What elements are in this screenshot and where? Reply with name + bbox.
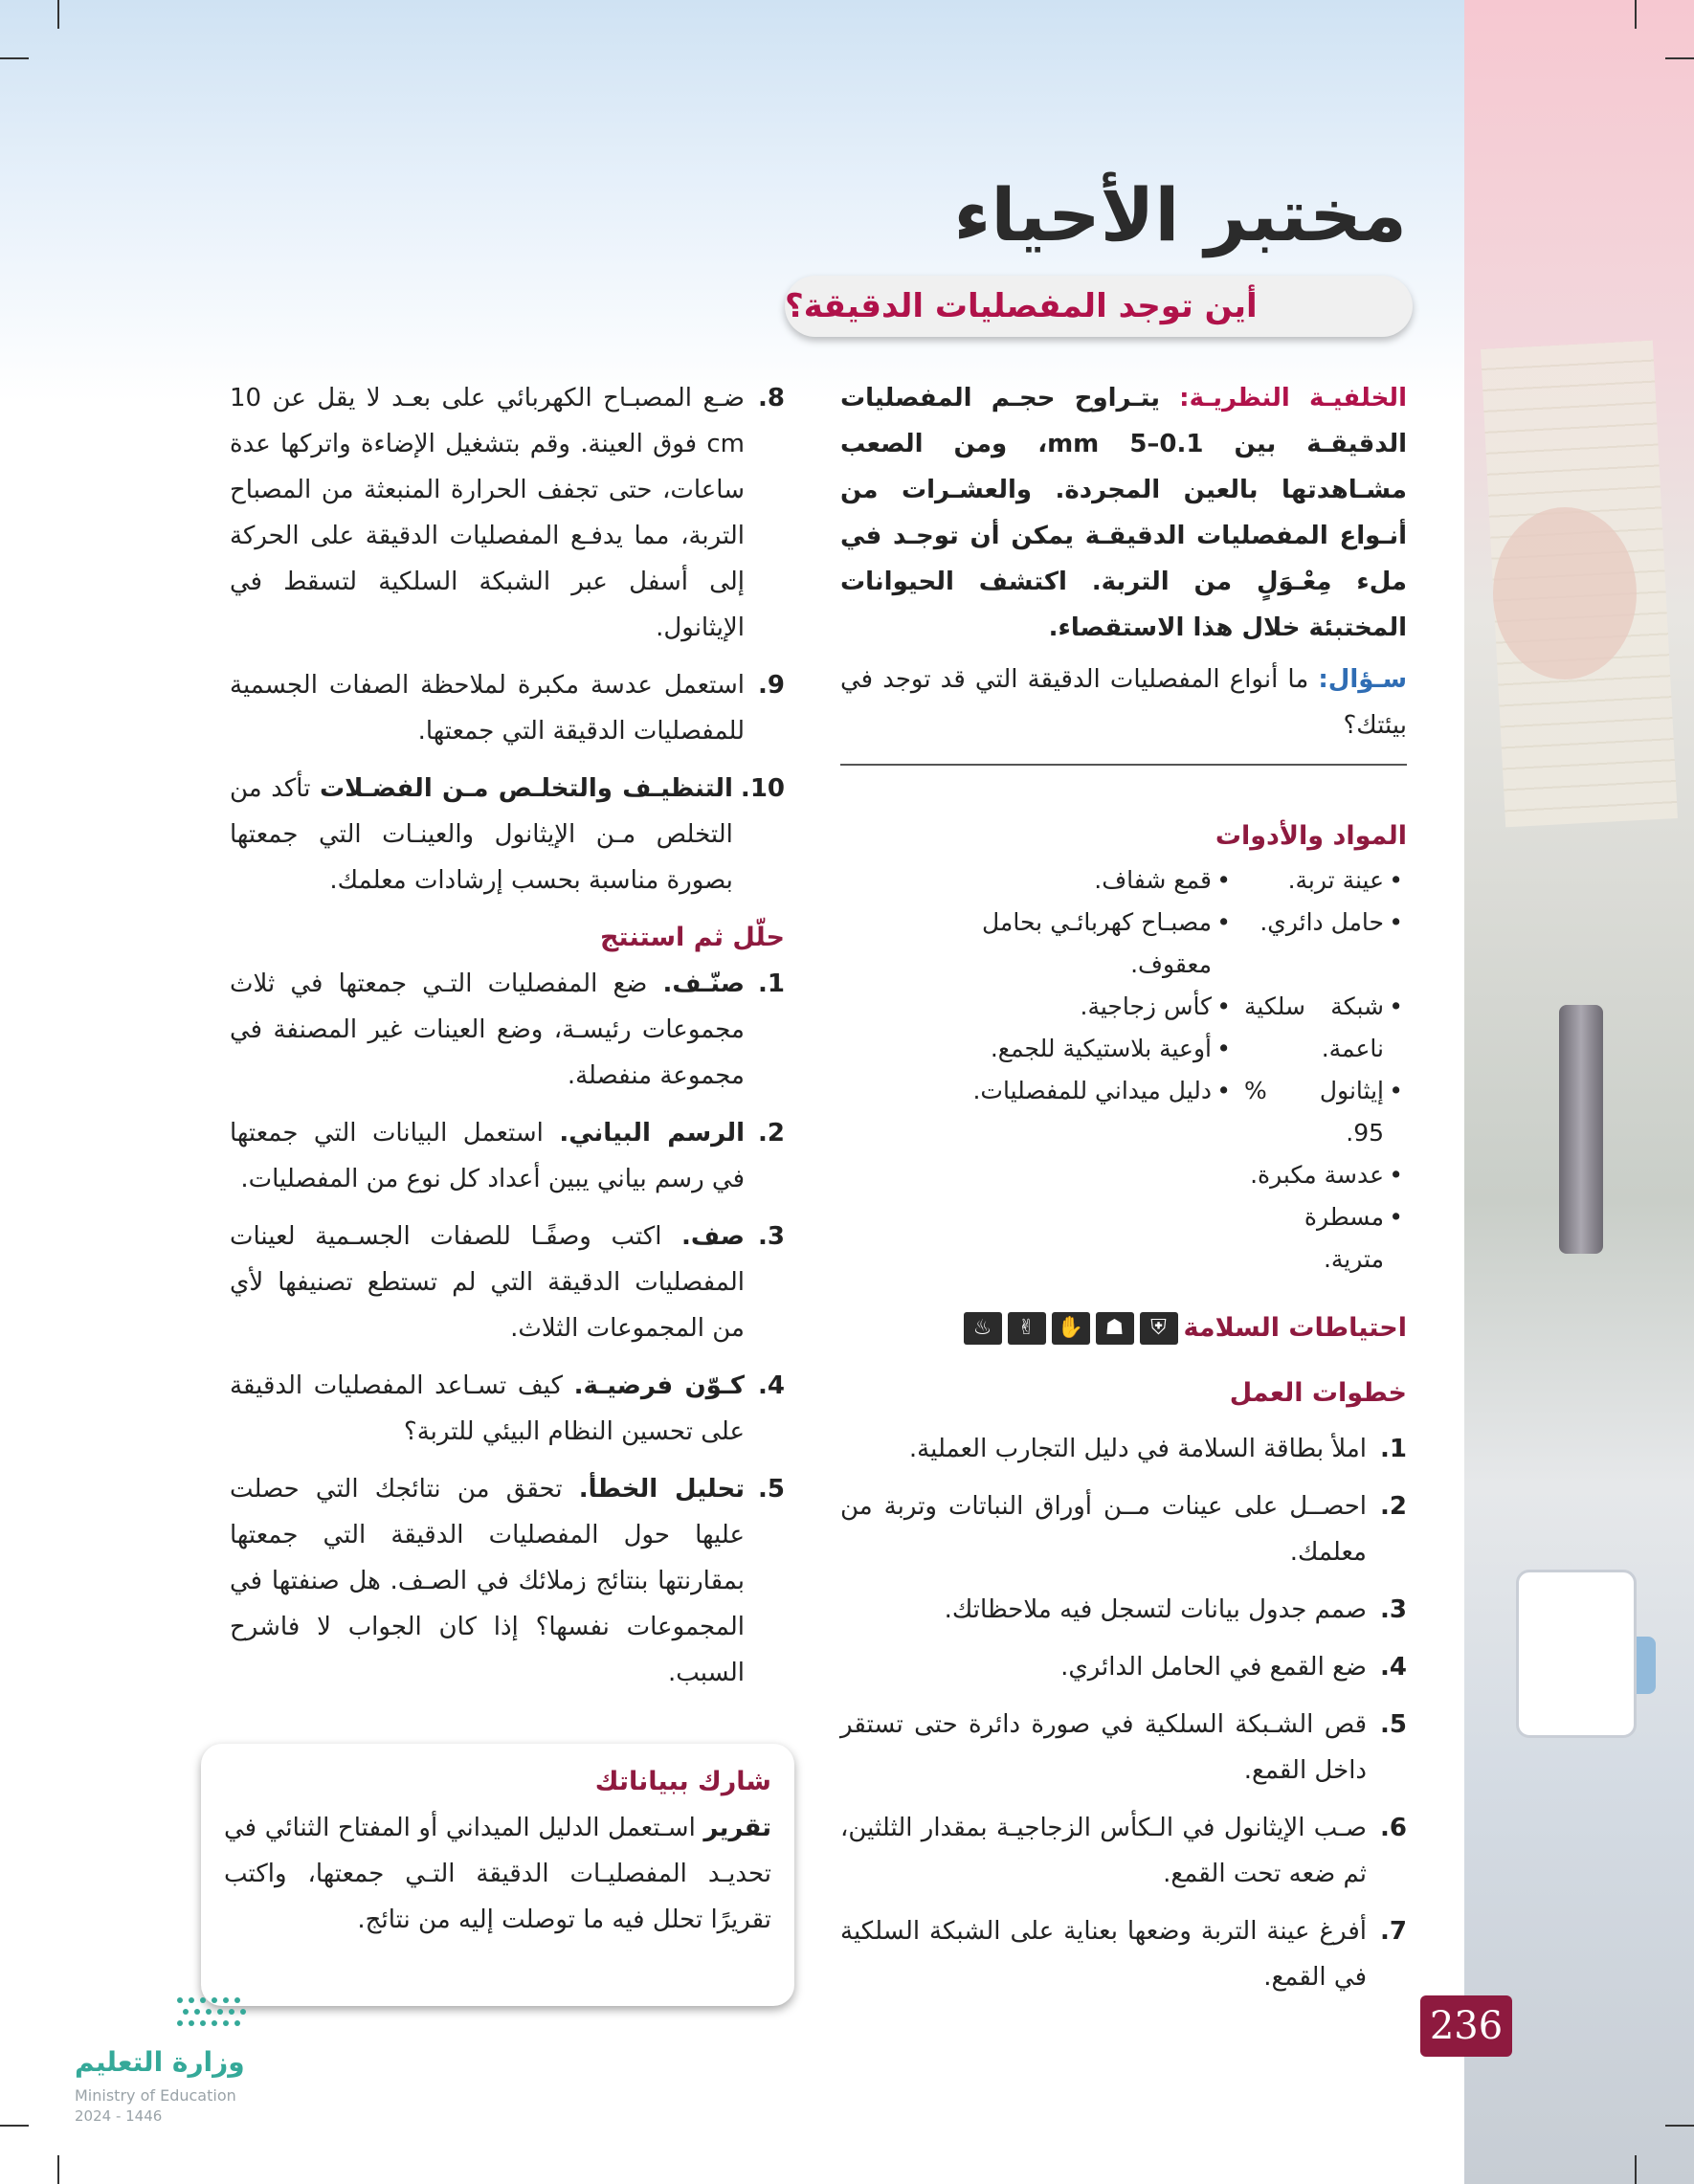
item-number: 5. [758,1475,785,1504]
list-item [230,961,785,1099]
step-number: 10. [740,774,785,803]
step-number: 5. [1380,1710,1407,1739]
page-title: مختبر الأحياء [953,172,1407,257]
item-text [230,961,745,1099]
step-text: ضـع المصبـاح الكهربائي على بعـد لا يقل عن 10 cm فوق العينة. وقم بتشغيل الإضاءة واتركها عدة ساعات، حتى تجفف الحرارة المنبعثة من المصباح التربة، مما يدفـع المفصليات الدقيقة على الحركة إلى أسفل عبر الشبكة السلكية لتسقط في الإيثانول. [230,384,745,642]
list-item [230,1363,785,1455]
crop-mark [1635,2155,1637,2184]
list-item: • مصبـاح كهربائـي بحامل معقوف. [982,902,1235,986]
photo-gloved-hand [1493,507,1637,680]
header-background [0,0,1694,402]
item-label: صف. [681,1222,746,1251]
list-item [840,1644,1407,1690]
materials-column-a [1244,859,1407,1281]
list-item: • عدسة مكبرة. [1244,1154,1407,1196]
crop-mark [57,0,59,29]
item-number: 1. [758,969,785,998]
step-text: صمم جدول بيانات لتسجل فيه ملاحظاتك. [944,1595,1367,1624]
left-column [230,375,785,1707]
lab-photo [1464,0,1694,2184]
list-item: • شبكة سلكية ناعمة. [1244,986,1407,1070]
list-item [840,1805,1407,1897]
step-number: 1. [1380,1435,1407,1463]
flame-icon: ♨ [964,1312,1002,1345]
materials-heading: المواد والأدوات [1215,821,1407,851]
step-number: 7. [1380,1917,1407,1946]
step-text: استعمل عدسة مكبرة لملاحظة الصفات الجسمية للمفصليات الدقيقة التي جمعتها. [230,671,745,746]
item-text [230,1214,745,1351]
materials-column-b [842,859,1235,1281]
analyze-list [230,961,785,1696]
crop-mark [0,2125,29,2127]
item-text [230,1466,745,1696]
procedure-list [840,1426,1407,2000]
question-text: ما أنواع المفصليات الدقيقة التي قد توجد في بيئتك؟ [840,665,1407,740]
materials-list [840,859,1407,1281]
crop-mark [1665,2125,1694,2127]
list-item [840,1587,1407,1633]
safety-heading: احتياطات السلامة [1183,1313,1407,1343]
item-body: ضع المفصليات التـي جمعتها في ثلاث مجموعات رئيسـة، وضع العينات غير المصنفة في مجموعة منفصلة. [230,969,745,1090]
photo-bottle [1516,1570,1637,1738]
step-text: احصــل على عينات مــن أوراق النباتات وتربة من معلمك. [840,1492,1367,1567]
logo-arabic: وزارة التعليم [75,2046,245,2078]
share-label: تقرير [703,1814,771,1842]
list-item: • كأس زجاجية. [842,986,1235,1028]
procedure-heading: خطوات العمل [1229,1378,1407,1408]
analyze-heading: حلّل ثم استنتج [599,923,785,952]
list-item [230,1110,785,1202]
step-number: 2. [1380,1492,1407,1521]
item-number: 2. [758,1119,785,1148]
logo-english: Ministry of Education [75,2086,236,2105]
list-item [230,375,785,651]
share-heading: شارك ببياناتك [594,1767,771,1796]
share-paragraph [224,1805,771,1943]
logo-dots-icon [170,1993,256,2031]
list-item [840,1426,1407,1472]
goggles-icon: ⛨ [1140,1312,1178,1345]
item-label: صنّـف. [662,969,745,998]
step-number: 4. [1380,1653,1407,1682]
item-body: اكتب وصفًـا للصفات الجسـمية لعينات المفصليات الدقيقة التي لم تستطع تصنيفها لأي من المجموعات الثلاث. [230,1222,745,1343]
step-text: ضع القمع في الحامل الدائري. [1060,1653,1367,1682]
list-item [840,1483,1407,1575]
step-text [230,766,733,903]
crop-mark [1635,0,1637,29]
item-body: تحقق من نتائجك التي حصلت عليها حول المفصليات الدقيقة التي جمعتها بمقارنتها بنتائج زملائك في الصـف. هل صنفتها في المجموعات نفسها؟ إذا كان الجواب لا فاشرح السبب. [230,1475,745,1687]
list-item: • إيثانول % 95. [1244,1070,1407,1154]
background-label: الخلفيـة النظريـة: [1179,384,1407,412]
hand-wash-icon: ✋ [1052,1312,1090,1345]
step-number: 6. [1380,1814,1407,1842]
page-number: 236 [1420,1995,1512,2057]
safety-row [840,1305,1407,1351]
logo-year: 2024 - 1446 [75,2107,163,2125]
step-number: 9. [758,671,785,700]
share-text: اسـتعمل الدليل الميداني أو المفتاح الثنائي في تحديـد المفصليـات الدقيقة التـي جمعتها، واكتب تقريرًا تحلل فيه ما توصلت إليه من نتائج. [224,1814,771,1934]
item-label: الرسم البياني. [559,1119,746,1148]
question-paragraph [840,657,1407,748]
list-item: • قمع شفاف. [842,859,1235,902]
right-column [840,375,1407,2012]
step-label: التنظيـف والتخلـص مـن الفضـلات [319,774,733,803]
step-text: قص الشـبكة السلكية في صورة دائرة حتى تستقر داخل القمع. [840,1710,1367,1785]
item-number: 4. [758,1371,785,1400]
step-number: 3. [1380,1595,1407,1624]
item-text [230,1110,745,1202]
step-text: صـب الإيثانول في الـكأس الزجاجيـة بمقدار الثلثين، ثم ضعه تحت القمع. [840,1814,1367,1888]
item-body: كيف تسـاعد المفصليات الدقيقة على تحسين النظام البيئي للتربة؟ [230,1371,745,1446]
background-text: يتـراوح حجـم المفصليات الدقيقـة بين 0.1–5 mm، ومن الصعب مشـاهدتها بالعين المجردة. والعشـرات من أنـواع المفصليات الدقيقـة يمكن أن توجـد في ملء مِعْـوَلٍ من التربة. اكتشف الحيوانات المختبئة خلال هذا الاستقصاء. [840,384,1407,642]
list-item [230,1466,785,1696]
subtitle: أين توجد المفصليات الدقيقة؟ [785,287,1258,325]
list-item [840,1702,1407,1794]
list-item: • عينة تربة. [1244,859,1407,902]
list-item [230,662,785,754]
step-body: تأكد من التخلص مـن الإيثانول والعينـات التي جمعتها بصورة مناسبة بحسب إرشادات معلمك. [230,774,733,895]
list-item: • مسطرة مترية. [1244,1196,1407,1281]
list-item [840,1908,1407,2000]
step-text: أفرغ عينة التربة وضعها بعناية على الشبكة السلكية في القمع. [840,1917,1367,1992]
share-data-box [201,1744,794,2006]
crop-mark [0,57,29,59]
ministry-logo [75,1993,266,2127]
apron-icon: ☗ [1096,1312,1134,1345]
question-label: سـؤال: [1318,665,1408,694]
list-item: • أوعية بلاستيكية للجمع. [842,1028,1235,1070]
list-item: • دليل ميداني للمفصليات. [842,1070,1235,1112]
crop-mark [57,2155,59,2184]
step-number: 8. [758,384,785,412]
item-body: استعمل البيانات التي جمعتها في رسم بياني يبين أعداد كل نوع من المفصليات. [230,1119,745,1193]
list-item: • حامل دائري. [1244,902,1407,944]
list-item [230,766,785,903]
step-text: املأ بطاقة السلامة في دليل التجارب العملية. [908,1435,1367,1463]
gloves-icon: ✌ [1008,1312,1046,1345]
subtitle-pill [785,276,1413,337]
item-text [230,1363,745,1455]
item-label: تحليل الخطأ. [578,1475,745,1504]
item-number: 3. [758,1222,785,1251]
list-item [230,1214,785,1351]
item-label: كـوّن فرضيـة. [573,1371,745,1400]
photo-pipette [1559,1005,1603,1254]
background-paragraph [840,375,1407,651]
crop-mark [1665,57,1694,59]
